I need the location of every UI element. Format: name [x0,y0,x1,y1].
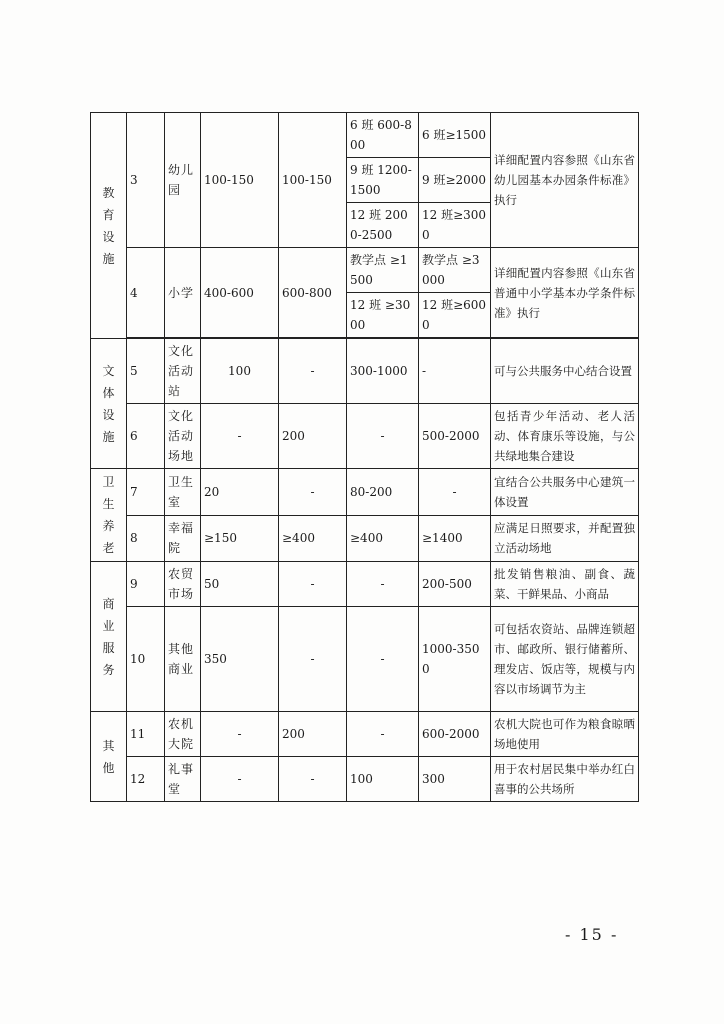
note-cell: 农机大院也可作为粮食晾晒场地使用 [491,712,639,757]
value-col1: 350 [201,607,279,712]
table-row [91,757,639,802]
note-cell: 可包括农资站、品牌连锁超市、邮政所、银行储蓄所、理发店、饭店等，规模与内容以市场调节为主 [491,607,639,712]
category-char: 服 [102,640,115,655]
category-char: 生 [102,497,115,511]
category-char: 养 [102,519,115,533]
category-char: 其 [102,738,115,753]
value-col3: - [347,712,419,757]
table-row [91,248,639,293]
value-col4: ≥1400 [419,515,491,562]
value-col2: 200 [279,712,347,757]
item-number: 10 [127,607,165,712]
table-row [91,515,639,562]
item-name: 文化活动场地 [165,404,201,469]
item-number: 11 [127,712,165,757]
value-col1: 400-600 [201,248,279,338]
category-char: 育 [102,207,115,222]
value-col3: - [347,404,419,469]
category-cell [91,339,127,469]
category-cell [91,113,127,339]
category-char: 卫 [102,475,115,489]
item-name: 小学 [165,248,201,338]
value-col4: - [419,339,491,404]
item-number: 8 [127,515,165,562]
category-char: 施 [102,429,115,444]
value-col1: - [201,757,279,802]
value-col4: 6 班≥1500 [419,113,491,158]
note-cell: 详细配置内容参照《山东省幼儿园基本办园条件标准》执行 [491,113,639,248]
value-col2: 600-800 [279,248,347,338]
value-col1: 20 [201,469,279,516]
table-row [91,607,639,712]
item-number: 7 [127,469,165,516]
table-row [91,712,639,757]
table-row [91,469,639,516]
value-col3: 80-200 [347,469,419,516]
item-number: 12 [127,757,165,802]
category-char: 业 [102,618,115,633]
item-name: 其他商业 [165,607,201,712]
value-col3: ≥400 [347,515,419,562]
value-col4: 600-2000 [419,712,491,757]
item-name: 幸福院 [165,515,201,562]
value-col3: 100 [347,757,419,802]
value-col2: ≥400 [279,515,347,562]
category-cell [91,562,127,712]
page-number: - 15 - [565,925,619,944]
value-col4: 9 班≥2000 [419,158,491,203]
category-char: 文 [102,363,115,378]
category-char: 设 [102,407,115,422]
value-col1: ≥150 [201,515,279,562]
value-col3: - [347,607,419,712]
item-number: 5 [127,339,165,404]
value-col2: - [279,562,347,607]
note-cell: 可与公共服务中心结合设置 [491,339,639,404]
value-col1: - [201,404,279,469]
value-col4: 12 班≥3000 [419,203,491,248]
table-row [91,404,639,469]
note-cell: 宜结合公共服务中心建筑一体设置 [491,469,639,516]
value-col2: - [279,469,347,516]
note-cell: 应满足日照要求，并配置独立活动场地 [491,515,639,562]
category-char: 体 [102,385,115,400]
value-col3: 教学点 ≥1500 [347,248,419,293]
category-char: 老 [102,541,115,555]
item-name: 农贸市场 [165,562,201,607]
value-col4: 1000-3500 [419,607,491,712]
category-char: 商 [102,596,115,611]
value-col3: 9 班 1200-1500 [347,158,419,203]
category-char: 务 [102,662,115,677]
item-number: 4 [127,248,165,338]
category-cell [91,469,127,562]
value-col4: 12 班≥6000 [419,293,491,338]
value-col4: 200-500 [419,562,491,607]
table-row [91,113,639,158]
value-col1: 100 [201,339,279,404]
value-col4: 教学点 ≥3000 [419,248,491,293]
item-number: 9 [127,562,165,607]
value-col4: 300 [419,757,491,802]
value-col1: 100-150 [201,113,279,248]
category-char: 他 [102,760,115,775]
value-col2: - [279,339,347,404]
item-name: 农机大院 [165,712,201,757]
value-col3: 300-1000 [347,339,419,404]
value-col3: 12 班 2000-2500 [347,203,419,248]
value-col1: - [201,712,279,757]
category-char: 教 [102,185,115,200]
item-name: 礼事堂 [165,757,201,802]
facility-config-table [90,112,639,802]
note-cell: 批发销售粮油、副食、蔬菜、干鲜果品、小商品 [491,562,639,607]
item-name: 幼儿园 [165,113,201,248]
value-col3: 6 班 600-800 [347,113,419,158]
category-cell [91,712,127,802]
item-name: 文化活动站 [165,339,201,404]
table-row [91,562,639,607]
value-col2: 200 [279,404,347,469]
note-cell: 用于农村居民集中举办红白喜事的公共场所 [491,757,639,802]
value-col2: - [279,757,347,802]
value-col4: 500-2000 [419,404,491,469]
value-col3: - [347,562,419,607]
table-row [91,339,639,404]
value-col4: - [419,469,491,516]
value-col2: - [279,607,347,712]
value-col2: 100-150 [279,113,347,248]
category-char: 施 [102,251,115,266]
category-char: 设 [102,229,115,244]
note-cell: 包括青少年活动、老人活动、体育康乐等设施，与公共绿地集合建设 [491,404,639,469]
item-number: 6 [127,404,165,469]
value-col1: 50 [201,562,279,607]
item-name: 卫生室 [165,469,201,516]
item-number: 3 [127,113,165,248]
note-cell: 详细配置内容参照《山东省普通中小学基本办学条件标准》执行 [491,248,639,338]
value-col3: 12 班 ≥3000 [347,293,419,338]
